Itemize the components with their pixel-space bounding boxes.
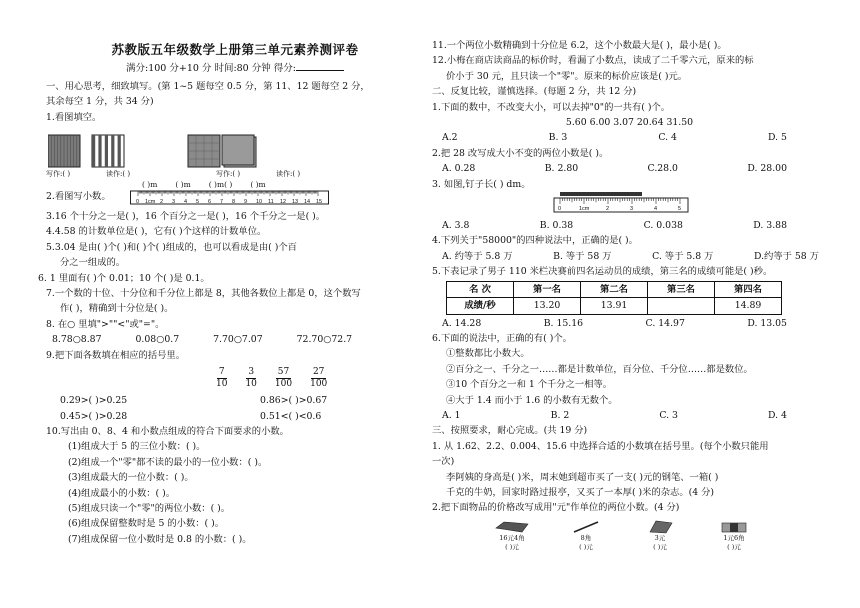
- choice-6-item-2: ②百分之一、千分之一……都是计数单位，百分位、千分位……都是数位。: [446, 363, 753, 375]
- q5-text-cont: 分之一组成的。: [60, 257, 126, 269]
- q4-text: 4.4.58 的计数单位是( )，它有( )个这样的计数单位。: [46, 226, 267, 238]
- q9-blank-3: 0.45>( )>0.28: [60, 410, 128, 422]
- page-title: 苏教版五年级数学上册第三单元素养测评卷: [111, 42, 359, 57]
- q1-text: 1.看图填空。: [46, 111, 102, 123]
- q9-fractions: [46, 363, 424, 393]
- option-c: C. 等于 5.8 万: [652, 250, 714, 262]
- option-d: D.约等于 58 万: [753, 250, 819, 262]
- q9-row-1: [46, 393, 424, 408]
- caption-4: 读作:( ): [276, 170, 301, 179]
- ruler-label: 13: [292, 199, 299, 206]
- price-label: 3元: [654, 533, 666, 542]
- q11-text: 11.一个两位小数精确到十分位是 6.2，这个小数最大是( )，最小是( )。: [432, 40, 727, 51]
- hundred-grid-figures: [48, 133, 148, 169]
- price-items: [432, 520, 827, 552]
- problem-1-story: 李阿姨的身高是( )米，周末她到超市买了一支( )元的钢笔、一箱( ): [446, 471, 719, 483]
- option-b: B. 0.38: [539, 220, 574, 232]
- left-column: [38, 0, 424, 547]
- option-b: B. 2: [550, 409, 570, 421]
- ruler-label: 2: [606, 206, 610, 213]
- ruler-label: 12: [280, 199, 287, 206]
- choice-6-item-3: ③10 个百分之一和 1 个千分之一相等。: [446, 379, 613, 391]
- ruler-label: 7: [220, 199, 224, 206]
- q9-blank-1: 0.29>( )>0.25: [60, 395, 128, 407]
- table-cell: 13.91: [581, 298, 648, 314]
- table-header-row: [447, 281, 782, 297]
- ruler-label: 15: [316, 199, 323, 206]
- compare-3: 7.70○7.07: [213, 334, 263, 346]
- ruler-label: 1cm: [579, 206, 590, 213]
- ruler-label: 4: [184, 199, 188, 206]
- option-d: D. 4: [768, 409, 787, 421]
- option-c: C.28.0: [647, 163, 678, 175]
- ruler-label: 3: [172, 199, 176, 206]
- q10-item-5: (5)组成只读一个"零"的两位小数：( )。: [68, 502, 231, 514]
- ruler-label: 9: [244, 199, 248, 206]
- choice-6-text: 6.下面的说法中，正确的有( )个。: [432, 332, 572, 344]
- choice-1-options: [432, 130, 827, 145]
- q6-text: 6. 1 里面有( )个 0.01；10 个( )是 0.1。: [38, 272, 210, 284]
- q10-item-7: (7)组成保留一位小数时是 0.8 的小数：( )。: [68, 533, 252, 545]
- option-a: A. 0.28: [442, 163, 476, 175]
- choice-4-text: 4.下列关于"58000"的四种说法中，正确的是( )。: [432, 235, 638, 247]
- section-3-heading: 三、按照要求，耐心完成。(共 19 分): [432, 425, 588, 437]
- price-label: 16元4角: [499, 533, 525, 542]
- option-a: A.2: [442, 132, 458, 144]
- option-b: B. 等于 58 万: [553, 250, 612, 262]
- q8-comparisons: [46, 332, 424, 347]
- caption-3: 写作:( ): [216, 170, 241, 179]
- option-d: D. 13.05: [747, 317, 787, 329]
- price-label: 1元6角: [723, 533, 745, 542]
- option-b: B. 2.80: [544, 163, 579, 175]
- choice-2-options: [432, 161, 827, 176]
- ruler-label: 2: [160, 199, 164, 206]
- table-cell: 13.20: [514, 298, 581, 314]
- q10-item-3: (3)组成最大的一位小数：( )。: [68, 472, 194, 484]
- q10-item-6: (6)组成保留整数时是 5 的小数：( )。: [68, 518, 225, 530]
- option-a: A. 1: [442, 409, 461, 421]
- q9-blank-2: 0.86>( )>0.67: [260, 395, 328, 407]
- q10-text: 10.写出由 0、8、4 和小数点组成的符合下面要求的小数。: [46, 425, 289, 437]
- choice-6-item-1: ①整数都比小数大。: [446, 348, 530, 360]
- choice-1-numbers: 5.60 6.00 3.07 20.64 31.50: [565, 117, 694, 129]
- ruler-label: 4: [654, 206, 658, 213]
- choice-6-options: [432, 408, 827, 423]
- choice-3-options: [432, 218, 827, 233]
- q7-text-cont: 作( )，精确到十分位是( )。: [60, 303, 174, 315]
- choice-5-text: 5.下表记录了男子 110 米栏决赛前四名运动员的成绩，第三名的成绩可能是( )秒。: [432, 266, 773, 278]
- section-1-heading: 一、用心思考，细致填写。(第 1~5 题每空 0.5 分，第 11、12 题每空 2 分，: [46, 80, 370, 92]
- option-a: A. 3.8: [442, 220, 470, 232]
- fraction: $\frac{7}{10}$: [216, 366, 228, 389]
- fraction: $\frac{27}{100}$: [310, 366, 328, 389]
- section-1-heading-cont: 其余每空 1 分，共 34 分): [46, 96, 154, 108]
- results-table: [446, 281, 782, 315]
- q8-text: 8. 在○ 里填">""<"或"="。: [46, 318, 165, 330]
- choice-3-text: 3. 如图,钉子长( ) dm。: [432, 178, 531, 190]
- unit-blank-2: ( )m: [175, 180, 191, 190]
- compare-4: 72.70○72.7: [296, 334, 353, 346]
- choice-6-item-4: ④大于 1.4 而小于 1.6 的小数有无数个。: [446, 394, 618, 406]
- fraction: $\frac{57}{100}$: [274, 366, 293, 389]
- q12-text: 12.小梅在商店读商品的标价时，看漏了小数点，读成了二千零六元，原来的标: [432, 55, 754, 67]
- caption-1: 写作:( ): [46, 170, 71, 179]
- right-column: [432, 38, 827, 552]
- section-2-heading: 二、反复比较，谨慎选择。(每题 2 分，共 12 分): [432, 86, 637, 98]
- notebook-icon: [642, 520, 678, 534]
- q10-item-2: (2)组成一个"零"都不读的最小的一位小数：( )。: [68, 456, 268, 468]
- table-row: [447, 298, 782, 314]
- pen-icon: [568, 520, 604, 534]
- option-a: A. 14.28: [442, 317, 482, 329]
- q2-text: 2.看图写小数。: [46, 191, 111, 203]
- nail-ruler: [552, 192, 692, 216]
- problem-1-text-cont: 一次): [432, 456, 455, 468]
- eraser-icon: [716, 520, 752, 534]
- problem-1-text: 1. 从 1.62、2.2、0.004、15.6 中选择合适的小数填在括号里。(每个小数只能用: [432, 440, 769, 452]
- price-item: [568, 520, 604, 552]
- q5-text: 5.3.04 是由( )个( )和( )个( )组成的，也可以看成是由( )个百: [46, 241, 297, 253]
- q2-block: [46, 179, 424, 209]
- unit-blank-1: ( )m: [142, 180, 158, 190]
- q10-item-1: (1)组成大于 5 的三位小数：( )。: [68, 441, 206, 453]
- table-cell: 名 次: [447, 281, 514, 297]
- ruler-label: 0: [136, 199, 140, 206]
- thousand-grid-figures: [148, 133, 278, 169]
- table-cell: [648, 298, 715, 314]
- problem-2-text: 2.把下面物品的价格改写成用"元"作单位的两位小数。(4 分): [432, 502, 680, 514]
- option-d: D. 5: [768, 132, 787, 144]
- q3-text: 3.16 个十分之一是( )，16 个百分之一是( )，16 个千分之一是( )。: [46, 211, 326, 223]
- unit-blank-4: ( )m: [250, 180, 266, 190]
- q9-text: 9.把下面各数填在相应的括号里。: [46, 349, 186, 361]
- ruler-label: 0: [558, 206, 562, 213]
- option-d: D. 3.88: [753, 220, 787, 232]
- unit-blank-3: ( )m( ): [208, 180, 233, 190]
- option-d: D. 28.00: [747, 163, 787, 175]
- option-c: C. 0.038: [643, 220, 683, 232]
- ruler-label: 5: [678, 206, 682, 213]
- option-c: C. 4: [658, 132, 677, 144]
- ruler-label: 10: [256, 199, 263, 206]
- table-cell: 第二名: [581, 281, 648, 297]
- q10-item-4: (4)组成最小的小数：( )。: [68, 487, 176, 499]
- caption-2: 读作:( ): [106, 170, 131, 179]
- compare-1: 8.78○8.87: [52, 334, 102, 346]
- price-blank: ( )元: [579, 542, 593, 551]
- table-cell: 14.89: [715, 298, 782, 314]
- table-cell: 第四名: [715, 281, 782, 297]
- price-item: [716, 520, 752, 552]
- compare-2: 0.08○0.7: [135, 334, 180, 346]
- table-cell: 第一名: [514, 281, 581, 297]
- option-c: C. 3: [659, 409, 678, 421]
- q9-blank-4: 0.51<( )<0.6: [260, 410, 322, 422]
- ruler-label: 8: [232, 199, 236, 206]
- q12-text-cont: 价小于 30 元，且只读一个"零"。原来的标价应该是( )元。: [446, 70, 688, 82]
- price-blank: ( )元: [505, 542, 519, 551]
- table-cell: 第三名: [648, 281, 715, 297]
- choice-4-options: [432, 249, 827, 264]
- ruler-label: 1cm: [145, 199, 156, 206]
- option-a: A. 约等于 5.8 万: [442, 250, 513, 262]
- score-blank: [296, 61, 344, 71]
- option-b: B. 15.16: [543, 317, 584, 329]
- q9-row-2: [46, 409, 424, 424]
- table-cell: 成绩/秒: [447, 298, 514, 314]
- price-blank: ( )元: [653, 542, 667, 551]
- price-item: [642, 520, 678, 552]
- choice-5-options: [432, 316, 827, 331]
- score-line: 满分:100 分+10 分 时间:80 分钟 得分:: [46, 61, 424, 76]
- ruler-label: 6: [208, 199, 212, 206]
- option-c: C. 14.97: [645, 317, 685, 329]
- q1-figures: [46, 125, 424, 169]
- fraction: $\frac{3}{10}$: [245, 366, 257, 389]
- ruler-label: 11: [268, 199, 274, 206]
- ruler-label: 14: [304, 199, 311, 206]
- q7-text: 7.一个数的十位、十分位和千分位上都是 8，其他各数位上都是 0，这个数写: [46, 288, 361, 300]
- q2-ruler: [130, 189, 330, 207]
- pencil-case-icon: [494, 520, 530, 534]
- choice-3-figure: [432, 192, 827, 218]
- option-b: B. 3: [548, 132, 568, 144]
- ruler-label: 3: [630, 206, 634, 213]
- choice-2-text: 2.把 28 改写成大小不变的两位小数是( )。: [432, 147, 609, 159]
- problem-1-story-cont: 千克的牛奶，回家时路过报亭，又买了一本厚( )米的杂志。(4 分): [446, 486, 715, 498]
- nail: [560, 192, 642, 196]
- price-item: [494, 520, 530, 552]
- ruler-label: 5: [196, 199, 200, 206]
- choice-1-text: 1.下面的数中，不改变大小，可以去掉"0"的一共有( )个。: [432, 101, 671, 113]
- price-label: 8角: [580, 533, 592, 542]
- price-blank: ( )元: [727, 542, 741, 551]
